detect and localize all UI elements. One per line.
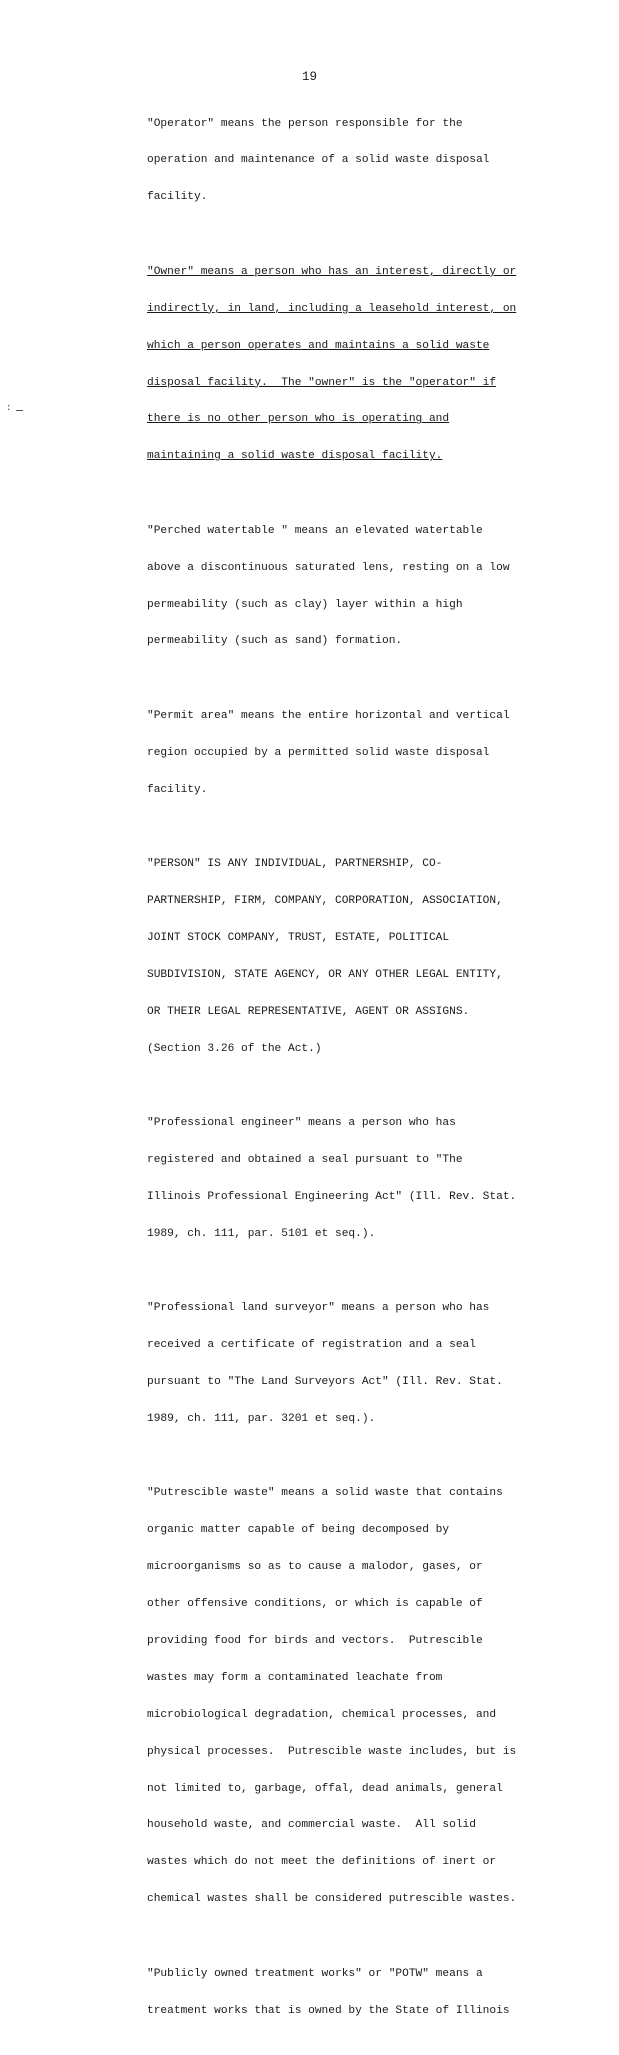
text-line: wastes which do not meet the definitions of inert or	[147, 1856, 497, 1869]
text-line: 1989, ch. 111, par. 5101 et seq.).	[147, 1227, 376, 1240]
text-line: physical processes. Putrescible waste includes, but is	[147, 1745, 517, 1758]
text-line: microbiological degradation, chemical processes, and	[147, 1708, 497, 1721]
text-line: wastes may form a contaminated leachate from	[147, 1671, 443, 1684]
definition-putrescible-waste	[147, 1463, 557, 1930]
definition-person	[147, 834, 557, 1080]
underlined-text-line: which a person operates and maintains a solid waste	[147, 339, 490, 352]
underlined-text-line: disposal facility. The "owner" is the "operator" if	[147, 376, 497, 389]
page-number: 19	[302, 70, 318, 84]
text-line: organic matter capable of being decomposed by	[147, 1524, 450, 1537]
text-line: region occupied by a permitted solid waste disposal	[147, 746, 490, 759]
document-body	[147, 93, 557, 2055]
text-line: household waste, and commercial waste. All solid	[147, 1819, 476, 1832]
text-line: other offensive conditions, or which is capable of	[147, 1598, 483, 1611]
text-line: microorganisms so as to cause a malodor, gases, or	[147, 1561, 483, 1574]
underlined-text-line: "Owner" means a person who has an interest, directly or	[147, 265, 517, 278]
text-line: not limited to, garbage, offal, dead animals, general	[147, 1782, 503, 1795]
definition-perched-watertable	[147, 500, 557, 672]
definition-operator	[147, 93, 557, 228]
underlined-text-line: indirectly, in land, including a leasehold interest, on	[147, 302, 517, 315]
margin-dash	[16, 410, 23, 411]
definition-owner	[147, 241, 557, 487]
text-line: "Putrescible waste" means a solid waste that contains	[147, 1487, 503, 1500]
text-line: operation and maintenance of a solid waste disposal	[147, 154, 490, 167]
text-line: "Perched watertable " means an elevated watertable	[147, 524, 483, 537]
definition-potw	[147, 1943, 557, 2041]
text-line: "Professional land surveyor" means a person who has	[147, 1302, 490, 1315]
underlined-text-line: maintaining a solid waste disposal facility.	[147, 450, 443, 463]
text-line: above a discontinuous saturated lens, resting on a low	[147, 561, 510, 574]
definition-permit-area	[147, 685, 557, 820]
text-line: "Professional engineer" means a person who has	[147, 1117, 456, 1130]
text-line: treatment works that is owned by the State of Illinois	[147, 2004, 510, 2017]
text-line: 1989, ch. 111, par. 3201 et seq.).	[147, 1412, 376, 1425]
definition-professional-land-surveyor	[147, 1278, 557, 1450]
definition-professional-engineer	[147, 1093, 557, 1265]
text-line: Illinois Professional Engineering Act" (Ill. Rev. Stat.	[147, 1190, 517, 1203]
text-line: OR THEIR LEGAL REPRESENTATIVE, AGENT OR ASSIGNS.	[147, 1005, 470, 1018]
text-line: pursuant to "The Land Surveyors Act" (Ill. Rev. Stat.	[147, 1376, 503, 1389]
margin-mark: :	[6, 403, 12, 413]
text-line: registered and obtained a seal pursuant to "The	[147, 1154, 463, 1167]
text-line: "Permit area" means the entire horizontal and vertical	[147, 709, 510, 722]
text-line: "PERSON" IS ANY INDIVIDUAL, PARTNERSHIP, CO-	[147, 858, 443, 871]
text-line: permeability (such as sand) formation.	[147, 635, 403, 648]
text-line: (Section 3.26 of the Act.)	[147, 1042, 322, 1055]
text-line: "Publicly owned treatment works" or "POTW" means a	[147, 1967, 483, 1980]
text-line: providing food for birds and vectors. Putrescible	[147, 1635, 483, 1648]
text-line: facility.	[147, 191, 208, 204]
text-line: received a certificate of registration and a seal	[147, 1339, 476, 1352]
text-line: JOINT STOCK COMPANY, TRUST, ESTATE, POLITICAL	[147, 932, 450, 944]
text-line: chemical wastes shall be considered putrescible wastes.	[147, 1893, 517, 1906]
text-line: permeability (such as clay) layer within a high	[147, 598, 463, 611]
text-line: "Operator" means the person responsible for the	[147, 117, 463, 130]
underlined-text-line: there is no other person who is operating and	[147, 413, 450, 426]
text-line: facility.	[147, 783, 208, 796]
text-line: PARTNERSHIP, FIRM, COMPANY, CORPORATION, ASSOCIATION,	[147, 895, 503, 908]
text-line: SUBDIVISION, STATE AGENCY, OR ANY OTHER LEGAL ENTITY,	[147, 968, 503, 981]
